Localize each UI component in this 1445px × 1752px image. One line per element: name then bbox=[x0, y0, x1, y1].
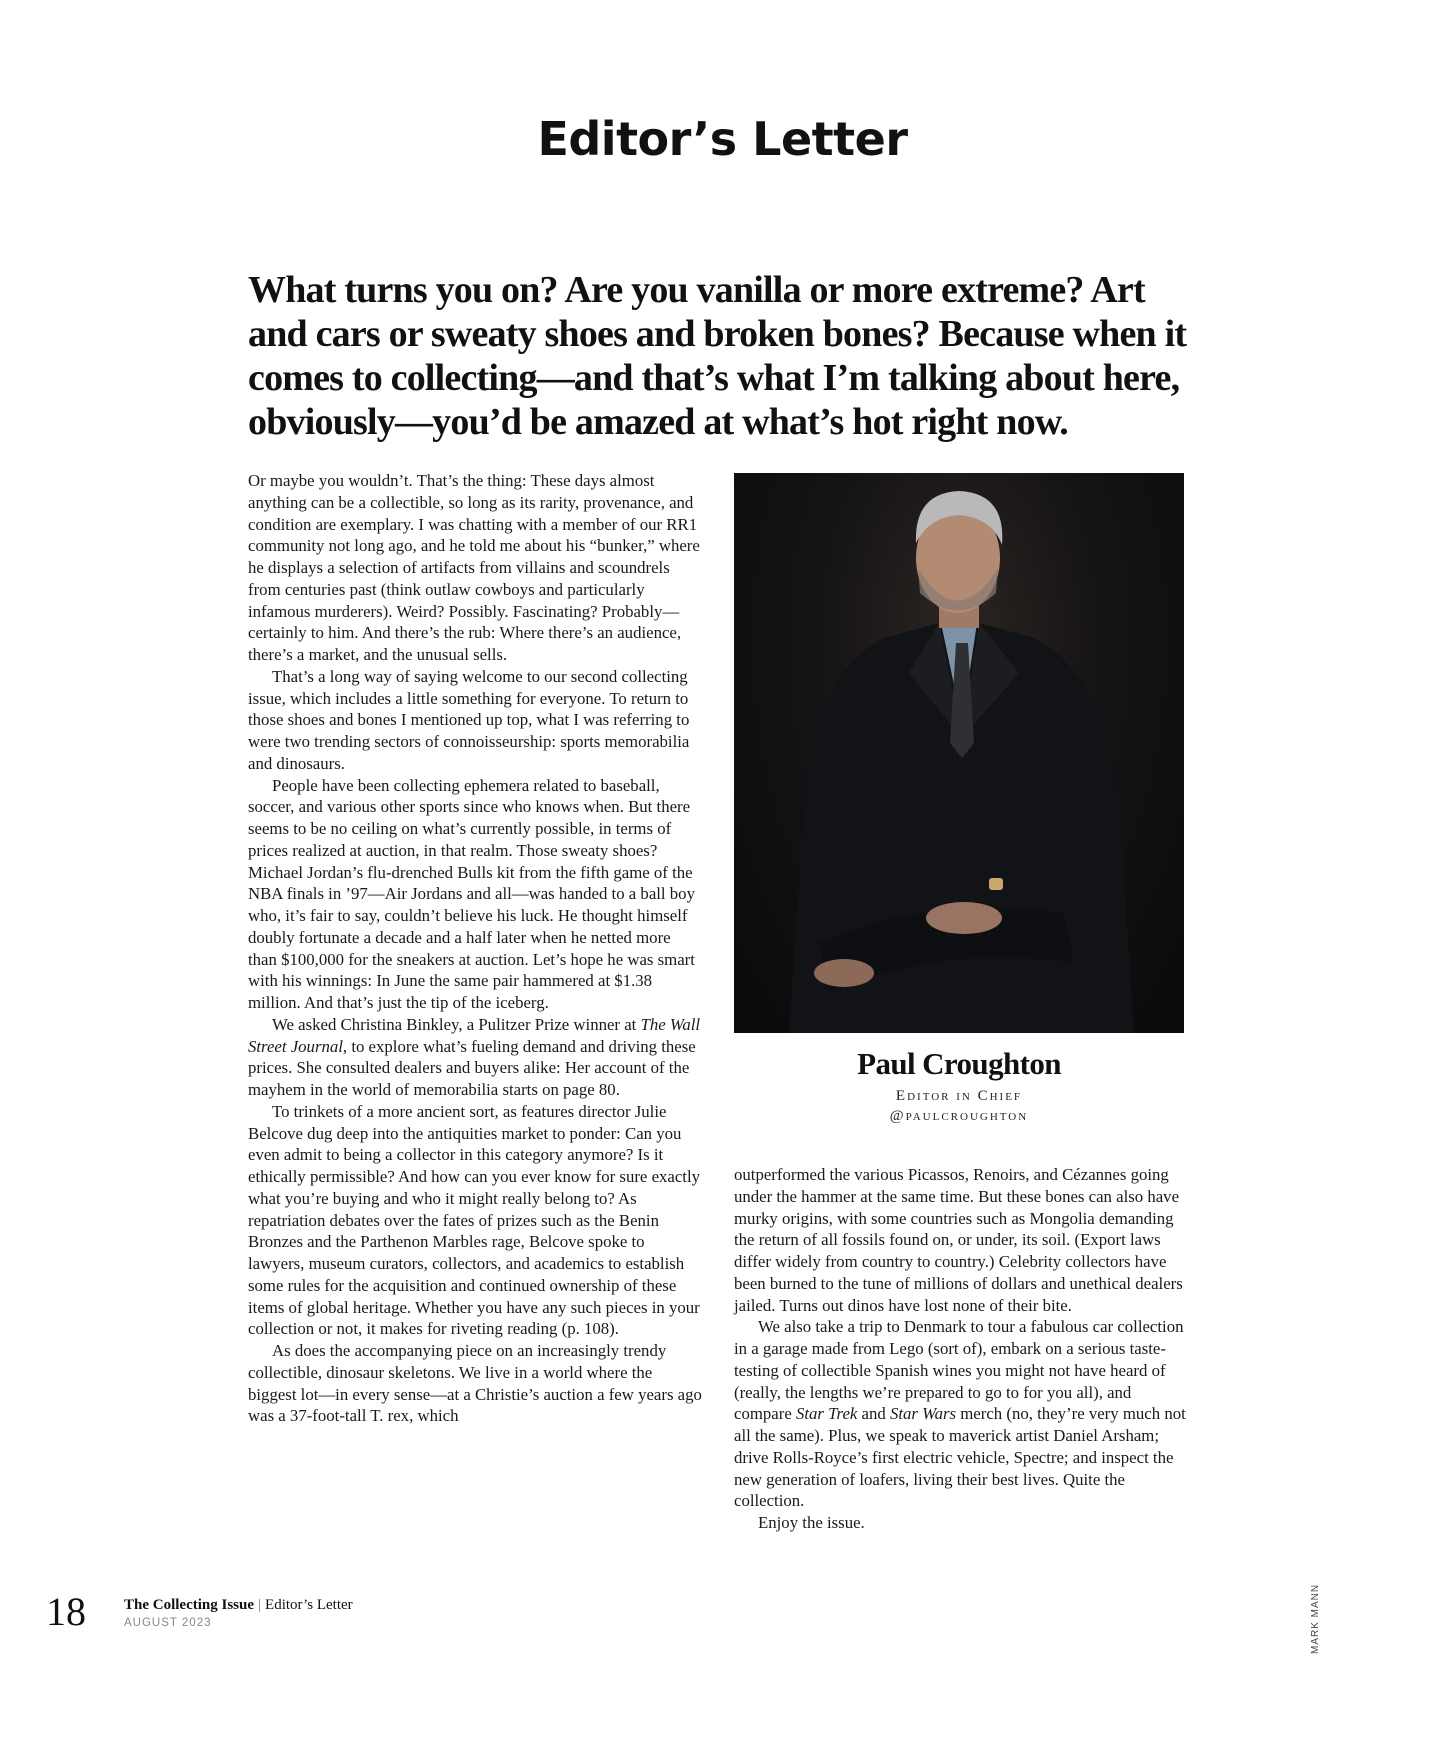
text-run: We also take a trip to Denmark to tour a fabulous car collection in a garage made from Lego (sort of), embark on a serious taste-testing of collectible Spanish wines you might not have heard of (really, the lengths we’re prepared to go to for you all), and compare bbox=[734, 1317, 1184, 1424]
editor-name: Paul Croughton bbox=[857, 1046, 1061, 1081]
body-paragraph: outperformed the various Picassos, Renoirs, and Cézannes going under the hammer at the same time. But these bones can also have murky origins, with some countries such as Mongolia demanding the return of all fossils found on, or under, its soil. (Export laws differ widely from country to country.) Celebrity collectors have been burned to the tune of millions of dollars and unethical dealers jailed. Turns out dinos have lost none of their bite. bbox=[734, 1165, 1183, 1315]
body-paragraph: As does the accompanying piece on an increasingly trendy collectible, dinosaur skeletons. We live in a world where the biggest lot—in every sense—at a Christie’s auction a few years ago was a 37-foot-tall T. rex, which bbox=[248, 1341, 702, 1426]
page-number: 18 bbox=[46, 1589, 86, 1634]
portrait-illustration bbox=[734, 473, 1184, 1033]
page-title: Editor’s Letter bbox=[537, 112, 908, 166]
body-column-left bbox=[248, 470, 703, 1427]
text-run: merch (no, they’re very much not all the same). Plus, we speak to maverick artist Daniel Arsham; drive Rolls-Royce’s first electric vehicle, Spectre; and inspect the new generation of loafers, living their best lives. Quite the collection. bbox=[734, 1404, 1186, 1511]
body-column-right bbox=[734, 1164, 1186, 1534]
body-paragraph: That’s a long way of saying welcome to our second collecting issue, which includes a little something for everyone. To return to those shoes and bones I mentioned up top, what I was referring to were two trending sectors of connoisseurship: sports memorabilia and dinosaurs. bbox=[248, 666, 690, 773]
body-paragraph: People have been collecting ephemera related to baseball, soccer, and various other sports since who knows when. But there seems to be no ceiling on what’s currently possible, in terms of prices realized at auction, in that realm. Those sweaty shoes? Michael Jordan’s flu-drenched Bulls kit from the fifth game of the NBA finals in ’97—Air Jordans and all—was handed to a ball boy who, it’s fair to say, couldn’t believe his luck. He thought himself doubly fortunate a decade and a half later when he netted more than $100,000 for the sneakers at auction. Let’s hope he was smart with his winnings: In June the same pair hammered at $1.38 million. And that’s just the tip of the iceberg. bbox=[248, 775, 695, 1012]
editor-portrait-photo bbox=[734, 473, 1184, 1033]
text-run: and bbox=[857, 1404, 890, 1424]
section-name: Editor’s Letter bbox=[265, 1597, 353, 1613]
editor-social-handle: @paulcroughton bbox=[889, 1108, 1029, 1124]
franchise-title: Star Trek bbox=[795, 1404, 858, 1424]
body-paragraph: To trinkets of a more ancient sort, as features director Julie Belcove dug deep into the antiquities market to ponder: Can you even admit to being a collector in this category anymore? Is it ethically permissible? And how can you ever know for sure exactly what you’re buying and who it might really belong to? As repatriation debates over the fates of prizes such as the Benin Bronzes and the Parthenon Marbles rage, Belcove spoke to lawyers, museum curators, collectors, and academics to establish some rules for the acquisition and continued ownership of these items of global heritage. Whether you have any such pieces in your collection or not, it makes for riveting reading (p. 108). bbox=[248, 1101, 701, 1339]
text-run: We asked Christina Binkley, a Pulitzer Prize winner at bbox=[272, 1014, 641, 1034]
franchise-title: Star Wars bbox=[889, 1404, 957, 1424]
body-paragraph bbox=[248, 1014, 703, 1101]
issue-name: The Collecting Issue bbox=[124, 1597, 255, 1613]
text-run: , to explore what’s fueling demand and driving these prices. She consulted dealers and buyers alike: Her account of the mayhem in the world of memorabilia starts on page 80. bbox=[248, 1036, 696, 1099]
footer-separator: | bbox=[258, 1597, 262, 1613]
article-deck: What turns you on? Are you vanilla or more extreme? Art and cars or sweaty shoes and broken bones? Because when it comes to collecting—and that’s what I’m talking about here, obviously—you’d be amazed at what’s hot right now. bbox=[248, 269, 1187, 443]
footer-publication bbox=[124, 1597, 353, 1614]
issue-date: AUGUST 2023 bbox=[124, 1617, 212, 1629]
body-paragraph: Or maybe you wouldn’t. That’s the thing: These days almost anything can be a collectible, so long as its rarity, provenance, and condition are exemplary. I was chatting with a member of our RR1 community not long ago, and he told me about his “bunker,” where he displays a selection of artifacts from villains and scoundrels from centuries past (think outlaw cowboys and particularly infamous murderers). Weird? Possibly. Fascinating? Probably—certainly to him. And there’s the rub: Where there’s an audience, there’s a market, and the unusual sells. bbox=[248, 471, 700, 664]
body-paragraph bbox=[734, 1316, 1186, 1512]
photo-credit-text: MARK MANN bbox=[1310, 1583, 1321, 1654]
publication-title: The Wall Street Journal bbox=[248, 1014, 701, 1056]
editor-role: Editor in Chief bbox=[895, 1088, 1023, 1104]
photo-credit bbox=[1310, 1574, 1326, 1654]
body-paragraph: Enjoy the issue. bbox=[758, 1513, 865, 1532]
